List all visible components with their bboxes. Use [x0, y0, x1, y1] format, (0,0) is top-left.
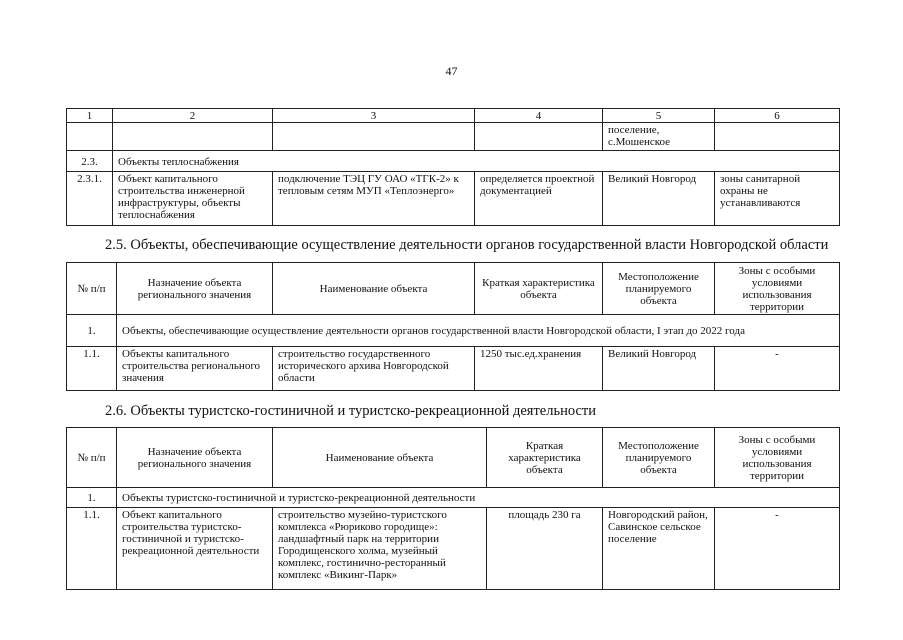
group-row: [67, 315, 840, 347]
table-row: [67, 172, 840, 226]
row-number: 1.1.: [67, 347, 117, 391]
header-brief: Краткая характеристика объекта: [475, 263, 603, 315]
header-name: Наименование объекта: [273, 263, 475, 315]
name-cell: подключение ТЭЦ ГУ ОАО «ТГК-2» к тепловым сетям МУП «Теплоэнерго»: [273, 172, 475, 226]
table-row: [67, 123, 840, 151]
group-row: [67, 488, 840, 508]
location-cell: Великий Новгород: [603, 347, 715, 391]
header-row: [67, 263, 840, 315]
table-section-2-5: [66, 262, 840, 391]
brief-cell: определяется проектной документацией: [475, 172, 603, 226]
zones-cell: -: [715, 508, 840, 590]
purpose-cell: Объект капитального строительства инженерной инфраструктуры, объекты теплоснабжения: [113, 172, 273, 226]
table-row: [67, 508, 840, 590]
col-number-3: 3: [273, 109, 475, 123]
row-number: 2.3.1.: [67, 172, 113, 226]
group-number: 2.3.: [67, 151, 113, 172]
group-title: Объекты теплоснабжения: [113, 151, 840, 172]
group-number: 1.: [67, 488, 117, 508]
zones-cell: -: [715, 347, 840, 391]
header-row: [67, 428, 840, 488]
header-zones: Зоны с особыми условиями использования территории: [715, 263, 840, 315]
cell: [715, 123, 840, 151]
cell: [67, 123, 113, 151]
table-row: [67, 347, 840, 391]
brief-cell: 1250 тыс.ед.хранения: [475, 347, 603, 391]
header-purpose: Назначение объекта регионального значения: [117, 428, 273, 488]
cell: [475, 123, 603, 151]
cell: [113, 123, 273, 151]
location-cell: Великий Новгород: [603, 172, 715, 226]
group-title: Объекты туристско-гостиничной и туристско-рекреационной деятельности: [117, 488, 840, 508]
name-cell: строительство государственного исторического архива Новгородской области: [273, 347, 475, 391]
brief-cell: площадь 230 га: [487, 508, 603, 590]
cell: [273, 123, 475, 151]
zones-cell: зоны санитарной охраны не устанавливаются: [715, 172, 840, 226]
col-number-4: 4: [475, 109, 603, 123]
header-num: № п/п: [67, 263, 117, 315]
header-brief: Краткая характеристика объекта: [487, 428, 603, 488]
group-number: 1.: [67, 315, 117, 347]
group-title: Объекты, обеспечивающие осуществление деятельности органов государственной власти Новгородской области, I этап до 2022 года: [117, 315, 840, 347]
location-cell: поселение, с.Мошенское: [603, 123, 715, 151]
location-cell: Новгородский район, Савинское сельское поселение: [603, 508, 715, 590]
section-heading-2-5: 2.5. Объекты, обеспечивающие осуществление деятельности органов государственной власти Новгородской области: [105, 237, 829, 253]
header-zones: Зоны с особыми условиями использования территории: [715, 428, 840, 488]
column-number-row: [67, 109, 840, 123]
col-number-1: 1: [67, 109, 113, 123]
row-number: 1.1.: [67, 508, 117, 590]
section-heading-2-6: 2.6. Объекты туристско-гостиничной и туристско-рекреационной деятельности: [105, 403, 596, 419]
header-location: Местоположение планируемого объекта: [603, 263, 715, 315]
table-continuation: [66, 108, 840, 226]
header-purpose: Назначение объекта регионального значения: [117, 263, 273, 315]
purpose-cell: Объекты капитального строительства регионального значения: [117, 347, 273, 391]
table-section-2-6: [66, 427, 840, 590]
col-number-6: 6: [715, 109, 840, 123]
purpose-cell: Объект капитального строительства туристско-гостиничной и туристско-рекреационной деятельности: [117, 508, 273, 590]
page-number: 47: [445, 64, 458, 78]
group-row: [67, 151, 840, 172]
header-num: № п/п: [67, 428, 117, 488]
name-cell: строительство музейно-туристского комплекса «Рюриково городище»: ландшафтный парк на территории Городищенского холма, музейный комплекс, гостинично-ресторанный комплекс «Викинг-Парк»: [273, 508, 487, 590]
col-number-2: 2: [113, 109, 273, 123]
col-number-5: 5: [603, 109, 715, 123]
header-location: Местоположение планируемого объекта: [603, 428, 715, 488]
header-name: Наименование объекта: [273, 428, 487, 488]
